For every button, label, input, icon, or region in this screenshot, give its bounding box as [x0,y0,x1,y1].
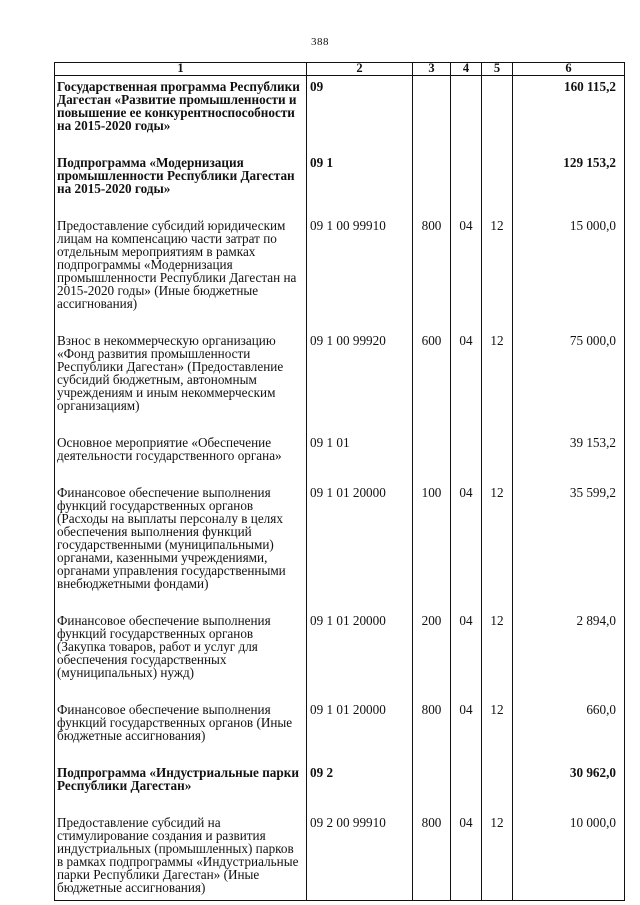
row-sum-cell: 39 153,2 [513,432,625,482]
row-expense-type-cell: 800 [413,215,451,330]
row-code-cell: 09 2 [307,762,413,812]
row-section-cell: 04 [451,610,482,699]
row-subsection-cell: 12 [482,610,513,699]
table-body [55,76,625,901]
row-name-cell: Взнос в некоммерческую организацию «Фонд развития промышленности Республики Дагестан» (Предоставление субсидий бюджетным, автономным учреждениям и иным некоммерческим организациям) [55,330,307,432]
row-code-cell: 09 1 01 [307,432,413,482]
row-sum-cell: 2 894,0 [513,610,625,699]
row-name-cell: Финансовое обеспечение выполнения функций государственных органов (Расходы на выплаты персоналу в целях обеспечения выполнения функций государственными (муниципальными) органами, казенными учреждениями, органами управления государственными внебюджетными фондами) [55,482,307,610]
row-subsection-cell [482,76,513,153]
row-subsection-cell: 12 [482,699,513,762]
row-sum-cell: 35 599,2 [513,482,625,610]
row-subsection-cell: 12 [482,812,513,901]
column-header-1: 1 [55,63,307,76]
row-name-cell: Финансовое обеспечение выполнения функций государственных органов (Закупка товаров, работ и услуг для обеспечения государственных (муниципальных) нужд) [55,610,307,699]
row-sum-cell: 10 000,0 [513,812,625,901]
row-name-cell: Подпрограмма «Модернизация промышленности Республики Дагестан на 2015-2020 годы» [55,152,307,215]
row-subsection-cell: 12 [482,330,513,432]
row-expense-type-cell: 200 [413,610,451,699]
row-sum-cell: 160 115,2 [513,76,625,153]
row-section-cell: 04 [451,482,482,610]
row-subsection-cell [482,432,513,482]
budget-table [54,62,625,901]
table-row [55,762,625,812]
row-section-cell: 04 [451,215,482,330]
row-code-cell: 09 1 01 20000 [307,610,413,699]
row-subsection-cell [482,762,513,812]
row-code-cell: 09 1 [307,152,413,215]
table-row [55,812,625,901]
row-expense-type-cell: 800 [413,699,451,762]
row-subsection-cell [482,152,513,215]
table-header [55,63,625,76]
row-subsection-cell: 12 [482,215,513,330]
row-section-cell: 04 [451,330,482,432]
column-header-4: 4 [451,63,482,76]
row-sum-cell: 15 000,0 [513,215,625,330]
row-expense-type-cell [413,762,451,812]
column-header-2: 2 [307,63,413,76]
row-section-cell: 04 [451,699,482,762]
row-code-cell: 09 2 00 99910 [307,812,413,901]
row-expense-type-cell [413,76,451,153]
row-section-cell [451,432,482,482]
row-expense-type-cell: 600 [413,330,451,432]
table-row [55,432,625,482]
row-sum-cell: 75 000,0 [513,330,625,432]
row-name-cell: Государственная программа Республики Дагестан «Развитие промышленности и повышение ее конкурентноспособности на 2015-2020 годы» [55,76,307,153]
table-row [55,76,625,153]
row-code-cell: 09 [307,76,413,153]
table-row [55,330,625,432]
row-expense-type-cell: 100 [413,482,451,610]
row-section-cell [451,762,482,812]
row-name-cell: Подпрограмма «Индустриальные парки Республики Дагестан» [55,762,307,812]
row-code-cell: 09 1 00 99920 [307,330,413,432]
row-expense-type-cell [413,432,451,482]
row-name-cell: Финансовое обеспечение выполнения функций государственных органов (Иные бюджетные ассигнования) [55,699,307,762]
row-section-cell: 04 [451,812,482,901]
table-row [55,699,625,762]
row-sum-cell: 30 962,0 [513,762,625,812]
column-number-row [55,63,625,76]
row-subsection-cell: 12 [482,482,513,610]
row-code-cell: 09 1 01 20000 [307,482,413,610]
column-header-3: 3 [413,63,451,76]
row-section-cell [451,152,482,215]
row-expense-type-cell [413,152,451,215]
table-row [55,482,625,610]
row-name-cell: Предоставление субсидий юридическим лицам на компенсацию части затрат по отдельным мероприятиям в рамках подпрограммы «Модернизация промышленности Республики Дагестан на 2015-2020 годы» (Иные бюджетные ассигнования) [55,215,307,330]
table-row [55,215,625,330]
column-header-6: 6 [513,63,625,76]
row-expense-type-cell: 800 [413,812,451,901]
row-name-cell: Предоставление субсидий на стимулирование создания и развития индустриальных (промышленных) парков в рамках подпрограммы «Индустриальные парки Республики Дагестан» (Иные бюджетные ассигнования) [55,812,307,901]
row-name-cell: Основное мероприятие «Обеспечение деятельности государственного органа» [55,432,307,482]
column-header-5: 5 [482,63,513,76]
row-code-cell: 09 1 00 99910 [307,215,413,330]
row-code-cell: 09 1 01 20000 [307,699,413,762]
row-sum-cell: 660,0 [513,699,625,762]
table-row [55,610,625,699]
row-sum-cell: 129 153,2 [513,152,625,215]
row-section-cell [451,76,482,153]
page-number: 388 [311,36,329,48]
table-row [55,152,625,215]
